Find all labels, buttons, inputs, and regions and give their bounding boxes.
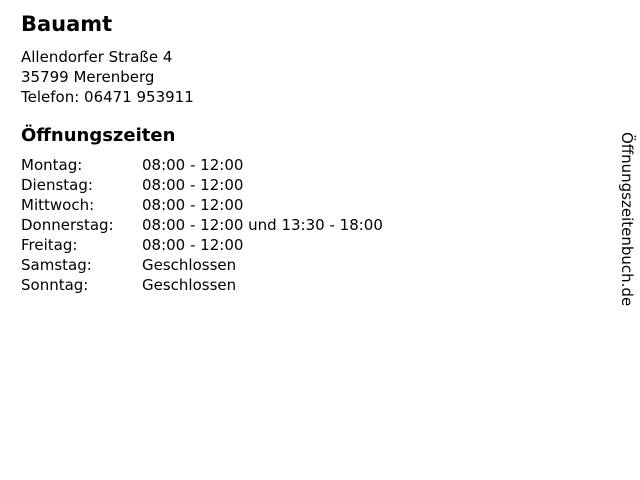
time-value: 08:00 - 12:00 xyxy=(142,156,244,174)
day-label: Donnerstag: xyxy=(21,216,114,234)
address-phone: Telefon: 06471 953911 xyxy=(21,88,194,106)
day-label: Sonntag: xyxy=(21,276,89,294)
time-value: 08:00 - 12:00 und 13:30 - 18:00 xyxy=(142,216,383,234)
hours-row xyxy=(21,195,640,215)
address-street: Allendorfer Straße 4 xyxy=(21,48,173,66)
hours-row xyxy=(21,255,640,275)
day-label: Dienstag: xyxy=(21,176,93,194)
hours-heading: Öffnungszeiten xyxy=(21,125,176,146)
time-value: 08:00 - 12:00 xyxy=(142,236,244,254)
page-title: Bauamt xyxy=(21,12,113,36)
time-value: Geschlossen xyxy=(142,276,237,294)
time-value: Geschlossen xyxy=(142,256,237,274)
hours-row xyxy=(21,155,640,175)
address-city: 35799 Merenberg xyxy=(21,68,155,86)
address-block xyxy=(21,47,640,107)
day-label: Freitag: xyxy=(21,236,78,254)
hours-table xyxy=(21,155,640,295)
hours-row xyxy=(21,175,640,195)
time-value: 08:00 - 12:00 xyxy=(142,176,244,194)
day-label: Mittwoch: xyxy=(21,196,95,214)
site-watermark: Öffnungszeitenbuch.de xyxy=(618,132,636,307)
hours-row xyxy=(21,215,640,235)
hours-row xyxy=(21,235,640,255)
day-label: Samstag: xyxy=(21,256,92,274)
day-label: Montag: xyxy=(21,156,83,174)
hours-row xyxy=(21,275,640,295)
time-value: 08:00 - 12:00 xyxy=(142,196,244,214)
